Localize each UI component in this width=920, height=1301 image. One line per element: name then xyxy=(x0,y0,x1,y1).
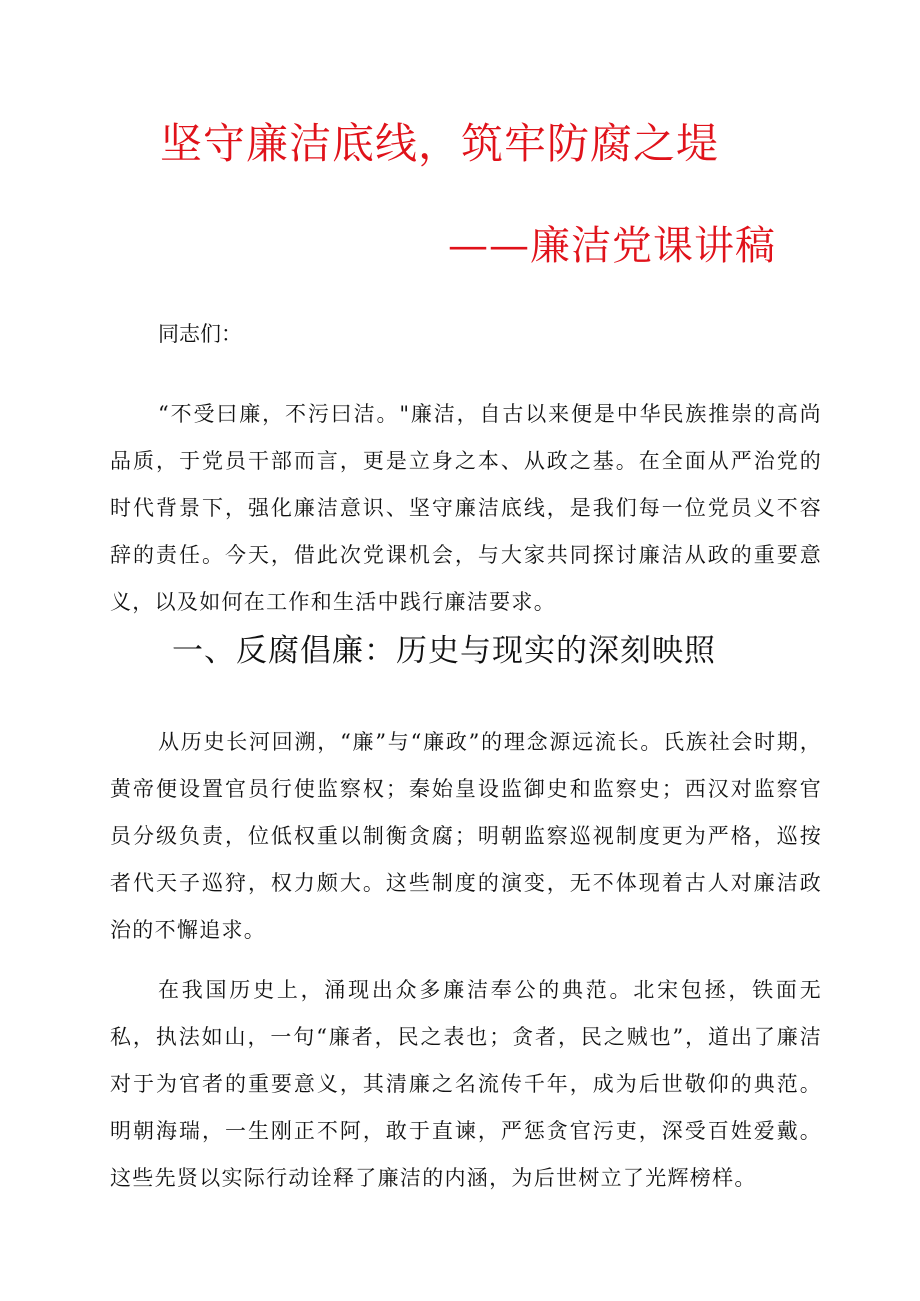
intro-paragraph: “不受曰廉，不污曰洁。"廉洁，自古以来便是中华民族推崇的高尚品质，于党员干部而言，更是立身之本、从政之基。在全面从严治党的时代背景下，强化廉洁意识、坚守廉洁底线，是我们每一位党员义不容辞的责任。今天，借此次党课机会，与大家共同探讨廉洁从政的重要意义，以及如何在工作和生活中践行廉洁要求。 xyxy=(110,402,822,614)
section-heading: 一、反腐倡廉：历史与现实的深刻映照 xyxy=(172,633,716,669)
history-paragraph: 从历史长河回溯，“廉”与“廉政”的理念源远流长。氏族社会时期，黄帝便设置官员行使监察权；秦始皇设监御史和监察史；西汉对监察官员分级负责，位低权重以制衡贪腐；明朝监察巡视制度更为严格，巡按者代天子巡狩，权力颇大。这些制度的演变，无不体现着古人对廉洁政治的不懈追求。 xyxy=(110,730,822,942)
document-title: 坚守廉洁底线，筑牢防腐之堤 xyxy=(160,119,720,168)
salutation: 同志们： xyxy=(158,322,242,346)
exemplars-paragraph: 在我国历史上，涌现出众多廉洁奉公的典范。北宋包拯，铁面无私，执法如山，一句“廉者，民之表也；贪者，民之贼也”，道出了廉洁对于为官者的重要意义，其清廉之名流传千年，成为后世敬仰的典范。明朝海瑞，一生刚正不阿，敢于直谏，严惩贪官污吏，深受百姓爱戴。这些先贤以实际行动诠释了廉洁的内涵，为后世树立了光辉榜样。 xyxy=(110,978,822,1190)
document-subtitle: ——廉洁党课讲稿 xyxy=(448,223,776,269)
